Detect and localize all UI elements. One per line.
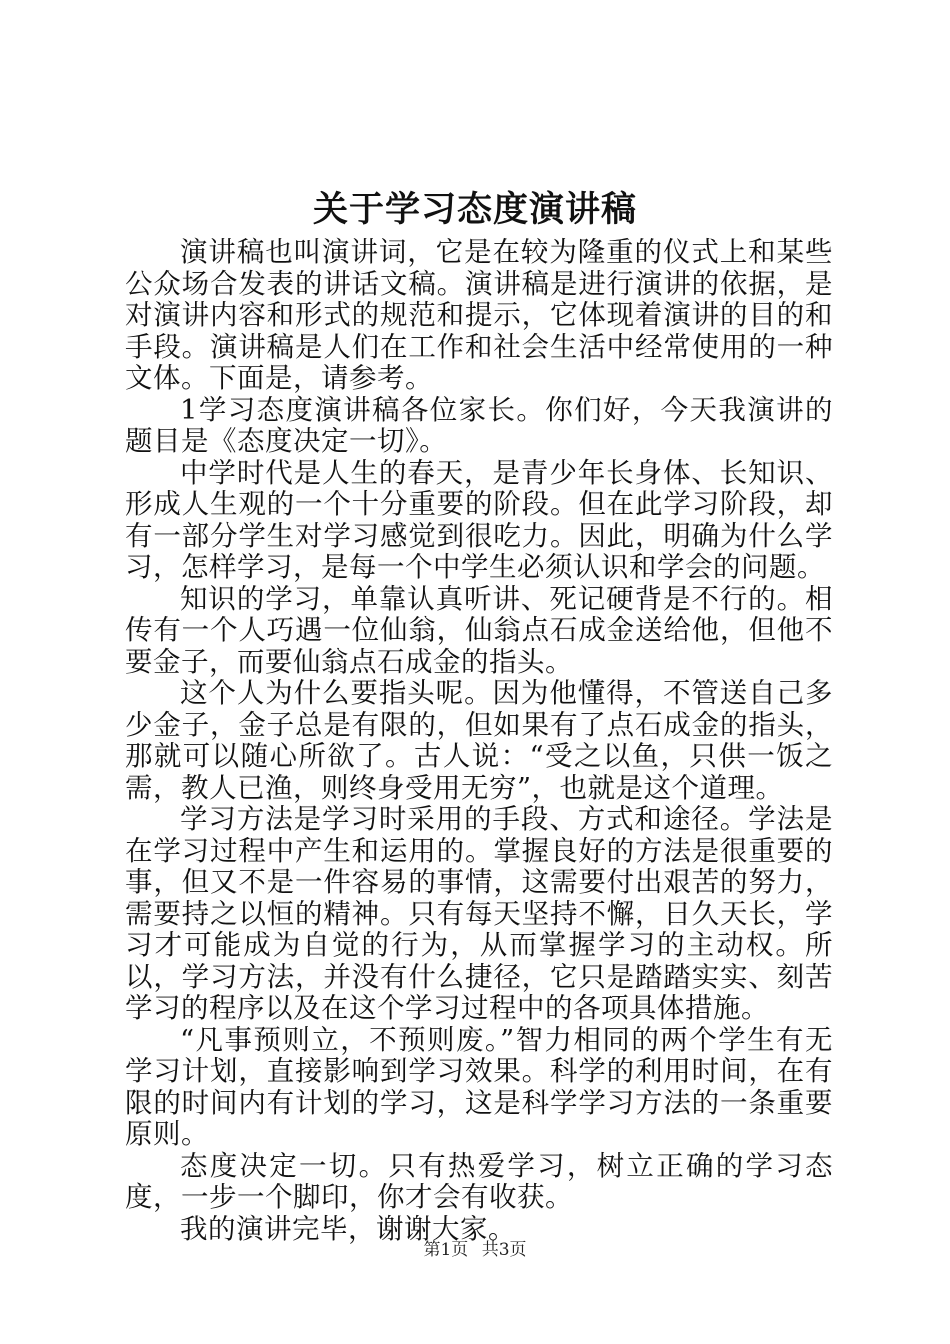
document-body bbox=[125, 237, 833, 1245]
page-footer bbox=[0, 1238, 950, 1262]
paragraph-middle-school: 中学时代是人生的春天，是青少年长身体、长知识、形成人生观的一个十分重要的阶段。但在此学习阶段，却有一部分学生对学习感觉到很吃力。因此，明确为什么学习，怎样学习，是每一个中学生必须认识和学会的问题。 bbox=[125, 456, 833, 583]
document-title: 关于学习态度演讲稿 bbox=[312, 189, 637, 230]
paragraph-finger-story: 这个人为什么要指头呢。因为他懂得，不管送自己多少金子，金子总是有限的，但如果有了点石成金的指头，那就可以随心所欲了。古人说：“受之以鱼，只供一饭之需，教人已渔，则终身受用无穷”，也就是这个道理。 bbox=[125, 677, 833, 804]
paragraph-attitude: 态度决定一切。只有热爱学习，树立正确的学习态度，一步一个脚印，你才会有收获。 bbox=[125, 1149, 833, 1213]
paragraph-intro: 演讲稿也叫演讲词，它是在较为隆重的仪式上和某些公众场合发表的讲话文稿。演讲稿是进行演讲的依据，是对演讲内容和形式的规范和提示，它体现着演讲的目的和手段。演讲稿是人们在工作和社会生活中经常使用的一种文体。下面是，请参考。 bbox=[125, 236, 833, 394]
paragraph-study-method: 学习方法是学习时采用的手段、方式和途径。学法是在学习过程中产生和运用的。掌握良好的方法是很重要的事，但又不是一件容易的事情，这需要付出艰苦的努力，需要持之以恒的精神。只有每天坚持不懈，日久天长，学习才可能成为自觉的行为，从而掌握学习的主动权。所以，学习方法，并没有什么捷径，它只是踏踏实实、刻苦学习的程序以及在这个学习过程中的各项具体措施。 bbox=[125, 803, 833, 1024]
paragraph-planning: “凡事预则立，不预则废。”智力相同的两个学生有无学习计划，直接影响到学习效果。科学的利用时间，在有限的时间内有计划的学习，这是科学学习方法的一条重要原则。 bbox=[125, 1023, 833, 1150]
paragraph-closing: 我的演讲完毕，谢谢大家。 bbox=[180, 1212, 516, 1245]
page-total: 共3页 bbox=[481, 1240, 527, 1260]
page-number: 第1页 bbox=[423, 1240, 469, 1260]
paragraph-knowledge: 知识的学习，单靠认真听讲、死记硬背是不行的。相传有一个人巧遇一位仙翁，仙翁点石成金送给他，但他不要金子，而要仙翁点石成金的指头。 bbox=[125, 582, 833, 678]
paragraph-greeting: 1学习态度演讲稿各位家长。你们好，今天我演讲的题目是《态度决定一切》。 bbox=[125, 393, 833, 457]
